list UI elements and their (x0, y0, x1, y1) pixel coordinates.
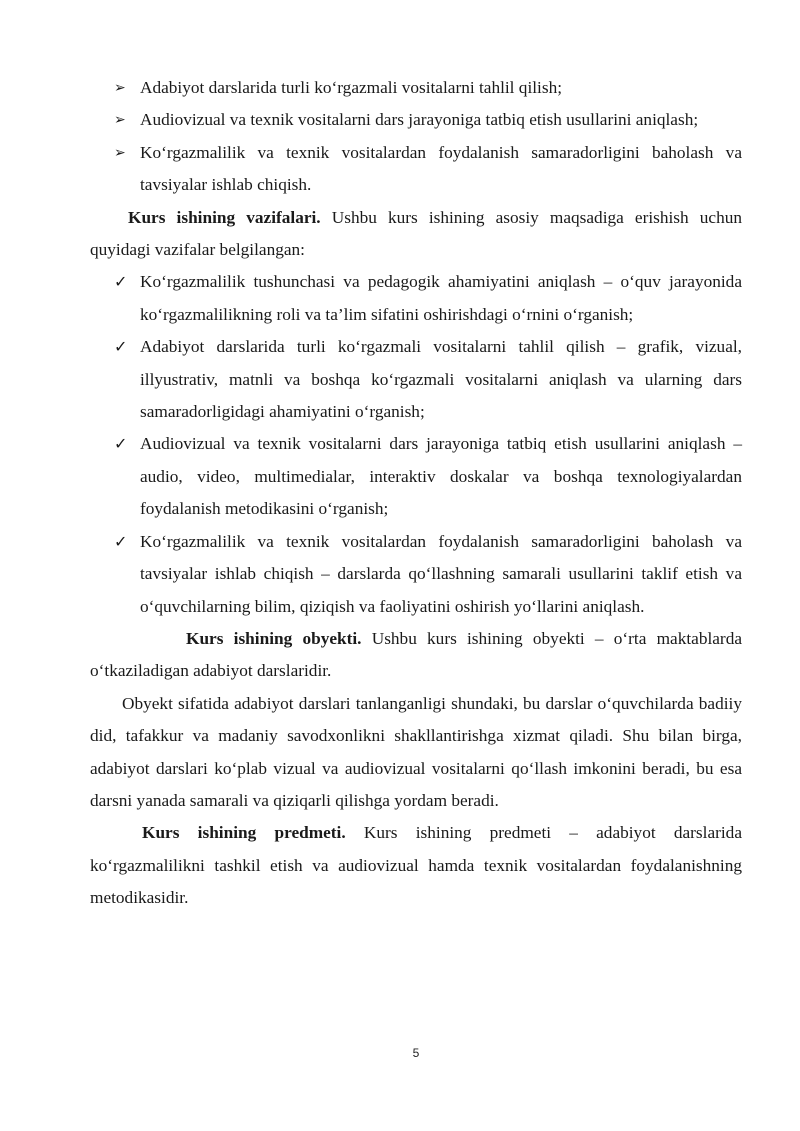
object-paragraph (90, 623, 742, 688)
object-text: Ushbu kurs ishining obyekti – oʻrta maktablarda oʻtkaziladigan adabiyot darslaridir. (90, 628, 742, 681)
document-body (90, 72, 742, 915)
arrow-list-item (90, 72, 742, 104)
check-item-text: Adabiyot darslarida turli koʻrgazmali vositalarni tahlil qilish – grafik, vizual, illyustrativ, matnli va boshqa koʻrgazmali vositalarni aniqlash va ularning dars samaradorligidagi ahamiyatini oʻrganish; (140, 337, 742, 422)
checkmark-bullet-icon: ✓ (114, 434, 128, 454)
tasks-paragraph (90, 202, 742, 267)
checkmark-bullet-icon: ✓ (114, 272, 128, 292)
check-item-text: Koʻrgazmalilik tushunchasi va pedagogik ahamiyatini aniqlash – oʻquv jarayonida koʻrgazmalilikning roli va ta’lim sifatini oshirishdagi oʻrnini oʻrganish; (140, 272, 742, 324)
arrow-bullet-icon: ➢ (114, 112, 126, 129)
checkmark-bullet-icon: ✓ (114, 531, 128, 551)
check-item-text: Audiovizual va texnik vositalarni dars jarayoniga tatbiq etish usullarini aniqlash – audio, video, multimedialar, interaktiv doskalar va boshqa texnologiyalardan foydalanish metodikasini oʻrganish; (140, 434, 742, 519)
check-item-text: Koʻrgazmalilik va texnik vositalardan foydalanish samaradorligini baholash va tavsiyalar ishlab chiqish – darslarda qoʻllashning samarali usullarini taklif etish va oʻquvchilarning bilim, qiziqish va faoliyatini oshirish yoʻllarini aniqlash. (140, 531, 742, 616)
check-list-item (90, 526, 742, 623)
check-list-item (90, 266, 742, 331)
page-number: 5 (412, 1046, 420, 1060)
check-list-item (90, 331, 742, 428)
object-heading: Kurs ishining obyekti. (186, 628, 362, 648)
subject-heading: Kurs ishining predmeti. (142, 823, 346, 843)
tasks-intro-text: Ushbu kurs ishining asosiy maqsadiga erishish uchun quyidagi vazifalar belgilangan: (90, 207, 743, 260)
subject-paragraph (90, 817, 742, 914)
object-explanation-paragraph: Obyekt sifatida adabiyot darslari tanlanganligi shundaki, bu darslar oʻquvchilarda badiiy did, tafakkur va madaniy savodxonlikni shakllantirishga xizmat qiladi. Shu bilan birga, adabiyot darslari koʻplab vizual va audiovizual vositalarni qoʻllash imkonini beradi, bu esa darsni yanada samarali va qiziqarli qilishga yordam beradi. (90, 693, 742, 810)
arrow-item-text: Audiovizual va texnik vositalarni dars jarayoniga tatbiq etish usullarini aniqlash; (140, 110, 699, 130)
tasks-heading: Kurs ishining vazifalari. (128, 207, 321, 227)
subject-text: Kurs ishining predmeti – adabiyot darslarida koʻrgazmalilikni tashkil etish va audiovizual hamda texnik vositalardan foydalanishning metodikasidir. (90, 823, 742, 908)
checkmark-bullet-icon: ✓ (114, 337, 128, 357)
arrow-bullet-icon: ➢ (114, 80, 126, 96)
check-list-item (90, 428, 742, 525)
arrow-list-item (90, 104, 742, 136)
arrow-item-text: Adabiyot darslarida turli koʻrgazmali vositalarni tahlil qilish; (140, 78, 563, 97)
arrow-bullet-icon: ➢ (114, 144, 126, 161)
arrow-list-item (90, 137, 742, 202)
arrow-item-text: Koʻrgazmalilik va texnik vositalardan foydalanish samaradorligini baholash va tavsiyalar ishlab chiqish. (140, 142, 742, 195)
